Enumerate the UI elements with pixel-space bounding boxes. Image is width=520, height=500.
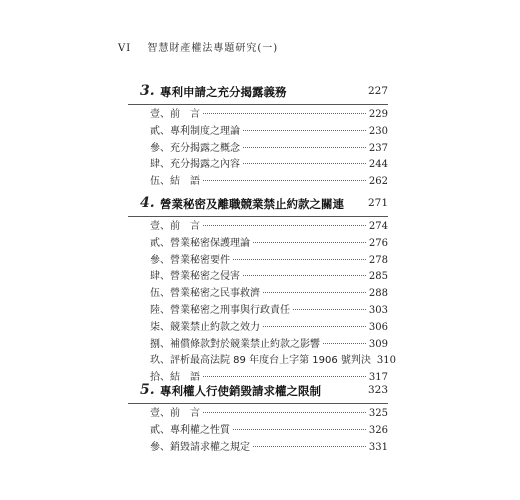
toc-entry[interactable] bbox=[150, 286, 388, 302]
entry-label: 拾、結 語 bbox=[150, 372, 200, 384]
entry-label: 柒、競業禁止約款之效力 bbox=[150, 321, 260, 333]
chapter-title: 專利權人行使銷毀請求權之限制 bbox=[160, 384, 321, 398]
entry-page-number: 262 bbox=[368, 176, 388, 188]
toc-entry[interactable] bbox=[150, 236, 388, 252]
entry-page-number: 317 bbox=[368, 372, 388, 384]
toc-entry[interactable] bbox=[150, 141, 388, 157]
entry-label: 玖、評析最高法院 89 年度台上字第 1906 號判決 bbox=[150, 355, 371, 367]
toc-entry[interactable] bbox=[150, 440, 388, 456]
chapter-number: 4. bbox=[140, 195, 155, 211]
toc-entry[interactable] bbox=[150, 303, 388, 319]
toc-entry[interactable] bbox=[150, 337, 388, 353]
dot-leader bbox=[243, 147, 366, 148]
entry-label: 參、充分揭露之概念 bbox=[150, 142, 240, 154]
dot-leader bbox=[293, 309, 366, 310]
entry-page-number: 244 bbox=[368, 159, 388, 171]
chapter-heading[interactable] bbox=[140, 381, 388, 403]
entry-label: 肆、充分揭露之內容 bbox=[150, 159, 240, 171]
entry-page-number: 325 bbox=[368, 408, 388, 419]
entry-page-number: 230 bbox=[368, 125, 388, 137]
chapter-heading[interactable] bbox=[140, 194, 388, 216]
entry-page-number: 278 bbox=[368, 254, 388, 266]
chapter-number: 5. bbox=[140, 382, 155, 398]
dot-leader bbox=[243, 275, 366, 276]
entry-page-number: 306 bbox=[368, 321, 388, 333]
entry-label: 伍、結 語 bbox=[150, 176, 200, 188]
dot-leader bbox=[263, 292, 366, 293]
toc-entry[interactable] bbox=[150, 269, 388, 285]
page-number: VI bbox=[118, 43, 132, 54]
dot-leader bbox=[323, 343, 366, 344]
chapter-page-number: 271 bbox=[367, 197, 388, 209]
dot-leader bbox=[233, 259, 366, 260]
dot-leader bbox=[253, 242, 366, 243]
entry-label: 貳、專利制度之理論 bbox=[150, 125, 240, 137]
dot-leader bbox=[203, 113, 366, 114]
toc-entry[interactable] bbox=[150, 157, 388, 173]
chapter-page-number: 227 bbox=[367, 85, 388, 97]
entry-label: 壹、前 言 bbox=[150, 109, 200, 120]
chapter-heading[interactable] bbox=[140, 82, 388, 104]
toc-entry[interactable] bbox=[150, 320, 388, 336]
dot-leader bbox=[263, 326, 366, 327]
entry-label: 壹、前 言 bbox=[150, 221, 200, 232]
chapter-divider bbox=[128, 403, 388, 404]
entry-page-number: 274 bbox=[368, 221, 388, 232]
entry-label: 貳、營業秘密保護理論 bbox=[150, 237, 250, 249]
entry-page-number: 237 bbox=[368, 142, 388, 154]
dot-leader bbox=[203, 376, 366, 377]
chapter-divider bbox=[128, 216, 388, 217]
chapter-title: 營業秘密及離職競業禁止約款之關連 bbox=[160, 197, 344, 211]
entry-page-number: 285 bbox=[368, 271, 388, 283]
toc-entry[interactable] bbox=[150, 253, 388, 269]
dot-leader bbox=[203, 180, 366, 181]
entry-page-number: 310 bbox=[376, 355, 396, 367]
toc-entry[interactable] bbox=[150, 174, 388, 190]
entry-label: 壹、前 言 bbox=[150, 408, 200, 419]
entry-label: 捌、補償條款對於競業禁止約款之影響 bbox=[150, 338, 320, 350]
entry-label: 伍、營業秘密之民事救濟 bbox=[150, 288, 260, 300]
entry-page-number: 276 bbox=[368, 237, 388, 249]
dot-leader bbox=[203, 225, 366, 226]
chapter-number: 3. bbox=[140, 83, 155, 99]
dot-leader bbox=[233, 429, 366, 430]
toc-entry[interactable] bbox=[150, 406, 388, 422]
toc-entry[interactable] bbox=[150, 219, 388, 235]
entry-label: 貳、專利權之性質 bbox=[150, 424, 230, 436]
entry-label: 肆、營業秘密之侵害 bbox=[150, 271, 240, 283]
dot-leader bbox=[243, 163, 366, 164]
entry-label: 參、營業秘密要件 bbox=[150, 254, 230, 266]
entry-label: 參、銷毀請求權之規定 bbox=[150, 441, 250, 453]
entry-page-number: 229 bbox=[368, 109, 388, 120]
entry-label: 陸、營業秘密之刑事與行政責任 bbox=[150, 305, 290, 316]
chapter-divider bbox=[128, 104, 388, 105]
chapter-title: 專利申請之充分揭露義務 bbox=[160, 85, 287, 99]
dot-leader bbox=[253, 446, 366, 447]
book-title: 智慧財產權法專題研究(一) bbox=[147, 43, 279, 54]
chapter-page-number: 323 bbox=[367, 384, 388, 396]
toc-entry[interactable] bbox=[150, 124, 388, 140]
entry-page-number: 303 bbox=[368, 305, 388, 316]
toc-entry[interactable] bbox=[150, 353, 396, 369]
toc-entry[interactable] bbox=[150, 423, 388, 439]
entry-page-number: 331 bbox=[368, 441, 388, 453]
dot-leader bbox=[203, 412, 366, 413]
toc-entry[interactable] bbox=[150, 107, 388, 123]
entry-page-number: 309 bbox=[368, 338, 388, 350]
dot-leader bbox=[243, 130, 366, 131]
entry-page-number: 288 bbox=[368, 288, 388, 300]
entry-page-number: 326 bbox=[368, 424, 388, 436]
